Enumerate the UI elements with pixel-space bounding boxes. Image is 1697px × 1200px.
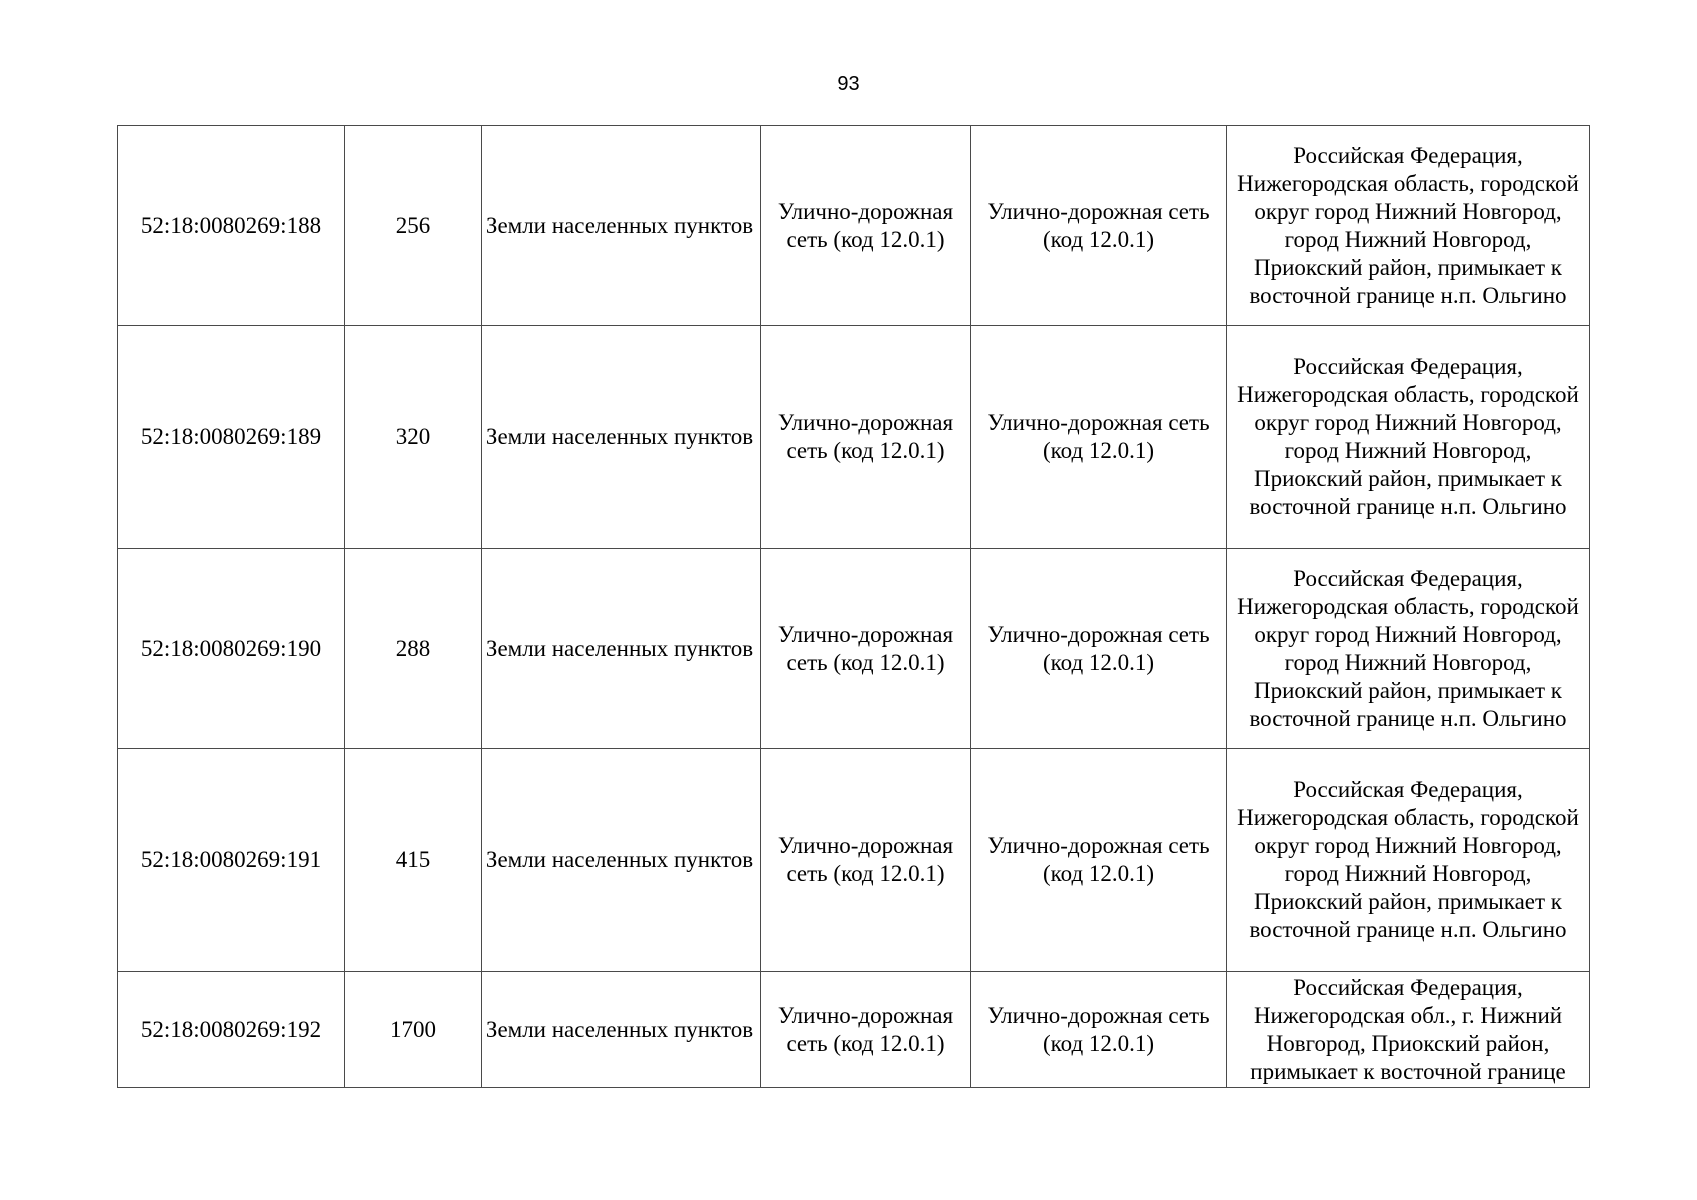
planned-use-text: Улично-дорожная сеть (код 12.0.1) — [987, 833, 1210, 886]
table-row — [118, 326, 1590, 549]
permitted-use-text: Улично-дорожная сеть (код 12.0.1) — [777, 410, 954, 463]
address-text: Российская Федерация, Нижегородская обл., г. Нижний Новгород, Приокский район, примыкает к восточной границе — [1250, 974, 1566, 1084]
planned-use-cell — [971, 549, 1227, 749]
area-cell: 1700 — [345, 972, 482, 1088]
planned-use-cell — [971, 749, 1227, 972]
permitted-use-text: Улично-дорожная сеть (код 12.0.1) — [777, 621, 954, 675]
permitted-use-cell — [761, 549, 971, 749]
permitted-use-cell — [761, 972, 971, 1088]
land-category-text: Земли населенных пунктов — [485, 635, 754, 661]
land-category-text: Земли населенных пунктов — [485, 212, 754, 238]
permitted-use-text: Улично-дорожная сеть (код 12.0.1) — [777, 198, 954, 252]
land-category-cell — [482, 126, 761, 326]
parcels-table — [117, 125, 1590, 1088]
address-text: Российская Федерация, Нижегородская область, городской округ город Нижний Новгород, город Нижний Новгород, Приокский район, примыкает к восточной границе н.п. Ольгино — [1237, 777, 1579, 942]
permitted-use-cell — [761, 126, 971, 326]
page-number: 93 — [837, 73, 860, 95]
permitted-use-cell — [761, 326, 971, 549]
planned-use-cell — [971, 326, 1227, 549]
table-row — [118, 972, 1590, 1088]
planned-use-text: Улично-дорожная сеть (код 12.0.1) — [987, 621, 1210, 675]
land-category-text: Земли населенных пунктов — [485, 1016, 754, 1042]
permitted-use-text: Улично-дорожная сеть (код 12.0.1) — [777, 833, 954, 886]
permitted-use-cell — [761, 749, 971, 972]
area-cell: 288 — [345, 549, 482, 749]
table-row — [118, 549, 1590, 749]
cadastral-number-cell: 52:18:0080269:192 — [118, 972, 345, 1088]
address-text: Российская Федерация, Нижегородская область, городской округ город Нижний Новгород, город Нижний Новгород, Приокский район, примыкает к восточной границе н.п. Ольгино — [1237, 565, 1579, 731]
cadastral-number-cell: 52:18:0080269:191 — [118, 749, 345, 972]
planned-use-text: Улично-дорожная сеть (код 12.0.1) — [987, 198, 1210, 252]
land-category-cell — [482, 749, 761, 972]
planned-use-text: Улично-дорожная сеть (код 12.0.1) — [987, 1002, 1210, 1056]
area-cell: 415 — [345, 749, 482, 972]
table-row — [118, 126, 1590, 326]
address-text: Российская Федерация, Нижегородская область, городской округ город Нижний Новгород, город Нижний Новгород, Приокский район, примыкает к восточной границе н.п. Ольгино — [1237, 354, 1579, 519]
land-category-cell — [482, 549, 761, 749]
land-category-text: Земли населенных пунктов — [485, 424, 754, 449]
address-cell — [1227, 326, 1590, 549]
address-cell — [1227, 749, 1590, 972]
area-cell: 320 — [345, 326, 482, 549]
land-category-cell — [482, 972, 761, 1088]
planned-use-cell — [971, 972, 1227, 1088]
table-row — [118, 749, 1590, 972]
address-cell — [1227, 126, 1590, 326]
cadastral-number-cell: 52:18:0080269:188 — [118, 126, 345, 326]
cadastral-number-cell: 52:18:0080269:190 — [118, 549, 345, 749]
planned-use-text: Улично-дорожная сеть (код 12.0.1) — [987, 410, 1210, 463]
address-cell — [1227, 549, 1590, 749]
land-category-text: Земли населенных пунктов — [485, 847, 754, 872]
address-text: Российская Федерация, Нижегородская область, городской округ город Нижний Новгород, город Нижний Новгород, Приокский район, примыкает к восточной границе н.п. Ольгино — [1237, 142, 1579, 308]
planned-use-cell — [971, 126, 1227, 326]
permitted-use-text: Улично-дорожная сеть (код 12.0.1) — [777, 1002, 954, 1056]
cadastral-number-cell: 52:18:0080269:189 — [118, 326, 345, 549]
address-cell — [1227, 972, 1590, 1088]
land-category-cell — [482, 326, 761, 549]
area-cell: 256 — [345, 126, 482, 326]
